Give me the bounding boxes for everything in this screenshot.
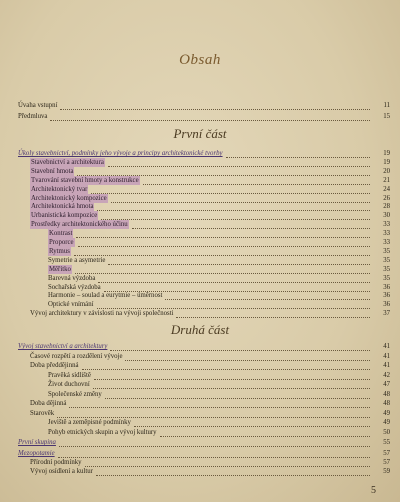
toc-entry-page: 15: [383, 113, 390, 120]
leader-dots: [96, 466, 370, 476]
toc-entry-page: 48: [383, 400, 390, 407]
toc-entry-page: 36: [383, 283, 390, 291]
toc-entry-label: Přírodní podmínky: [30, 459, 82, 466]
toc-entry-label: Symetrie a asymetrie: [48, 256, 106, 264]
toc-entry: [0, 101, 400, 110]
leader-dots: [134, 417, 370, 427]
toc-entry-page: 19: [383, 158, 390, 166]
toc-entry-label: Vývoj architektury v závislosti na vývoji společnosti: [30, 310, 174, 318]
toc-entry-page: 48: [383, 390, 390, 398]
toc-entry-label: Předmluva: [18, 113, 48, 120]
toc-entry-label: Harmonie – soulad a eurytmie – úměrnost: [48, 292, 163, 300]
toc-entry: [0, 309, 400, 318]
toc-entry-label: Starověk: [30, 409, 55, 417]
toc-entry-page: 20: [383, 167, 390, 175]
toc-entry-page: 36: [383, 292, 390, 300]
part-heading-2: Druhá část: [170, 322, 230, 337]
toc-entry-page: 57: [383, 459, 390, 466]
toc-entry-label: Pohyb etnických skupin a vývoj kultury: [48, 428, 157, 436]
toc-entry-page: 33: [383, 239, 390, 246]
toc-entry-page: 35: [383, 256, 390, 264]
toc-entry-page: 24: [383, 185, 390, 193]
toc-entry-label: Mezopotamie: [18, 450, 55, 457]
toc-entry-label: Vývoj osídlení a kultur: [30, 468, 93, 475]
toc-entry-label: Architektonický kompozice: [31, 194, 107, 202]
leader-dots: [94, 370, 370, 380]
toc-entry-label: Kontrast: [49, 230, 73, 238]
leader-dots: [110, 341, 370, 351]
toc-entry-label: Sochařská výzdoba: [48, 283, 101, 291]
toc-entry-page: 49: [383, 409, 390, 417]
toc-entry-label: Doba dějinná: [30, 400, 67, 407]
toc-entry-label: Architektonický tvar: [31, 185, 88, 193]
leader-dots: [105, 389, 370, 399]
toc-entry-page: 41: [383, 352, 390, 360]
toc-entry-page: 28: [383, 203, 390, 211]
leader-dots: [93, 379, 370, 389]
leader-dots: [160, 427, 370, 437]
toc-entry-page: 36: [383, 301, 390, 309]
part-heading-1: První část: [173, 126, 227, 141]
toc-entry-label: Optické vnímání: [48, 301, 94, 309]
toc-entry-label: Život duchovní: [48, 381, 90, 388]
toc-entry-label: Prostředky architektonického účinu: [31, 221, 128, 229]
toc-entry: [0, 438, 400, 447]
toc-entry-label: Úvaha vstupní: [18, 102, 58, 109]
toc-entry-label: Časové rozpětí a rozdělení vývoje: [30, 352, 123, 360]
toc-entry-page: 41: [383, 362, 390, 369]
toc-entry-page: 41: [383, 343, 390, 350]
toc-entry-label: Měřítko: [49, 265, 71, 273]
toc-entry-label: Barevná výzdoba: [48, 274, 96, 282]
toc-entry-page: 37: [383, 310, 390, 318]
toc-entry-page: 49: [383, 419, 390, 426]
toc-entry-label: Proporce: [49, 239, 74, 246]
toc-entry-label: Architektonická hmota: [31, 203, 94, 211]
toc-entry-page: 59: [383, 468, 390, 475]
leader-dots: [69, 398, 370, 408]
toc-entry-page: 55: [383, 439, 390, 446]
toc-entry-page: 47: [383, 381, 390, 388]
leader-dots: [59, 437, 370, 447]
toc-entry-label: Společenské změny: [48, 390, 102, 398]
toc-entry-page: 50: [383, 428, 390, 436]
toc-entry-page: 26: [383, 194, 390, 202]
toc-entry-label: Stavebnictví a architektura: [31, 158, 104, 166]
toc-entry-label: Urbanistická kompozice: [31, 212, 98, 220]
toc-entry-page: 33: [383, 221, 390, 229]
leader-dots: [50, 111, 370, 121]
toc-entry-page: 21: [383, 176, 390, 184]
toc-entry-label: Jeviště a zeměpisné podmínky: [48, 419, 131, 426]
leader-dots: [176, 308, 370, 318]
page-title: Obsah: [179, 52, 221, 68]
toc-entry-label: Pravěká sídliště: [48, 371, 91, 379]
page-number: 5: [371, 485, 376, 496]
toc-entry-page: 35: [383, 274, 390, 282]
toc-entry: [0, 467, 400, 476]
toc-entry-label: Vývoj stavebnictví a architektury: [18, 343, 108, 350]
toc-entry-page: 30: [383, 212, 390, 220]
toc-entry-page: 57: [383, 450, 390, 457]
toc-entry-page: 42: [383, 371, 390, 379]
leader-dots: [57, 408, 370, 418]
toc-entry-label: Rytmus: [49, 247, 70, 255]
toc-entry: [0, 428, 400, 437]
toc-entry-label: Stavební hmota: [31, 167, 74, 175]
toc-entry-label: První skupina: [18, 439, 56, 446]
toc-entry-label: Úkoly stavebnictví, podmínky jeho vývoje a principy architektonické tvorby: [18, 150, 223, 157]
toc-entry-page: 35: [383, 265, 390, 273]
toc-entry-page: 11: [383, 102, 390, 109]
leader-dots: [60, 100, 370, 110]
toc-entry-page: 35: [383, 247, 390, 255]
toc-entry-label: Tvarování stavební hmoty a konstrukce: [31, 176, 139, 184]
leader-dots: [82, 360, 370, 370]
toc-entry-label: Doba předdějinná: [30, 362, 79, 369]
toc-entry: [0, 112, 400, 121]
toc-entry-page: 19: [383, 150, 390, 157]
toc-entry-page: 33: [383, 230, 390, 238]
leader-dots: [125, 351, 370, 361]
